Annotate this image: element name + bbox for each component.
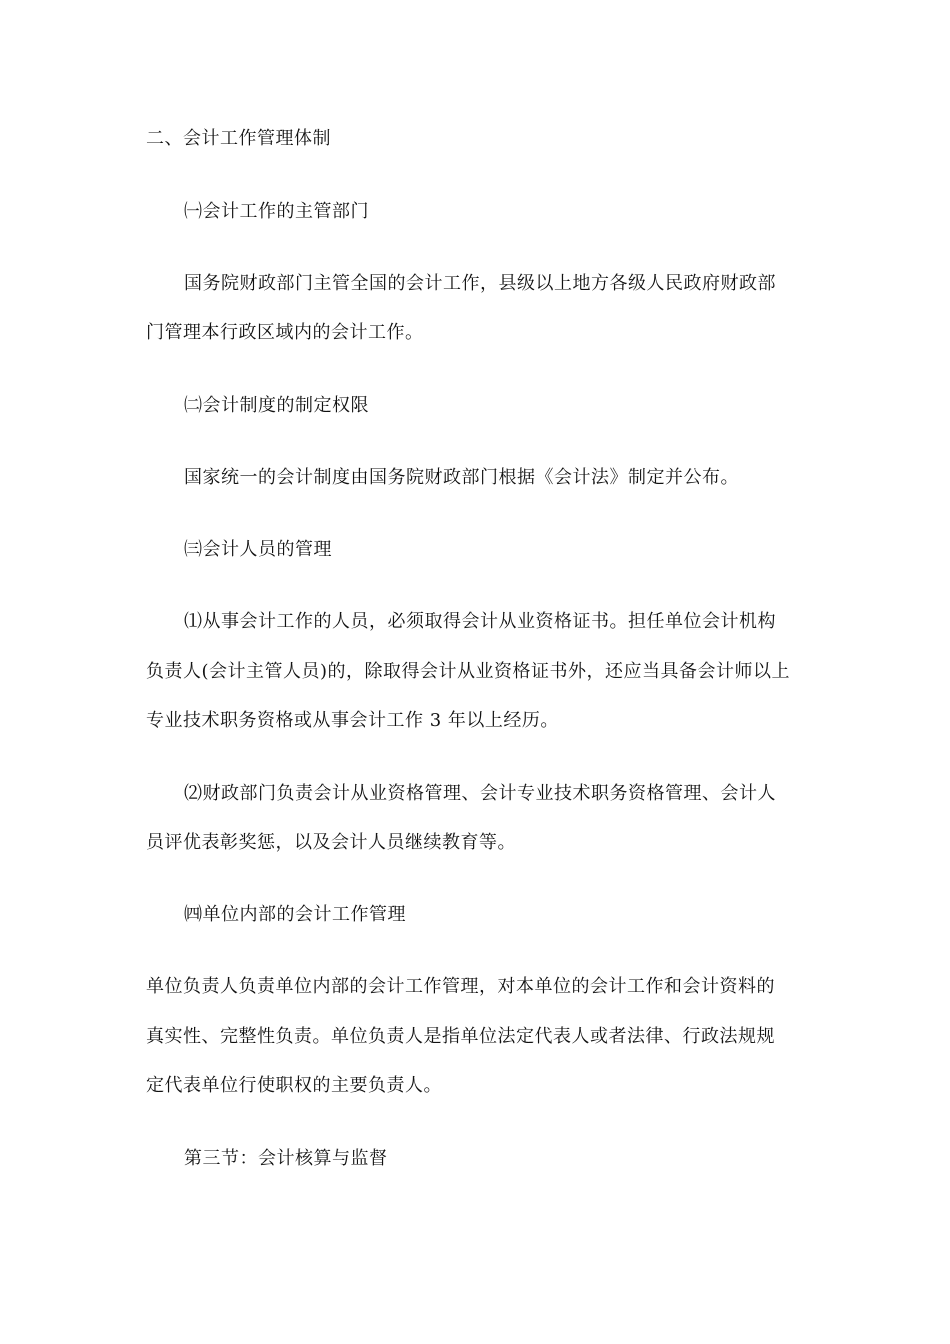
subsection-title-4: ㈣单位内部的会计工作管理: [184, 904, 406, 925]
paragraph-line: 员评优表彰奖惩，以及会计人员继续教育等。: [146, 832, 516, 853]
paragraph-line: 国务院财政部门主管全国的会计工作，县级以上地方各级人民政府财政部: [184, 273, 776, 294]
paragraph-line: 单位负责人负责单位内部的会计工作管理，对本单位的会计工作和会计资料的: [146, 976, 775, 997]
paragraph-line: 专业技术职务资格或从事会计工作 3 年以上经历。: [146, 710, 559, 731]
section-heading: 二、会计工作管理体制: [146, 128, 331, 149]
paragraph-line: 国家统一的会计制度由国务院财政部门根据《会计法》制定并公布。: [184, 467, 739, 488]
paragraph-line: 定代表单位行使职权的主要负责人。: [146, 1075, 442, 1096]
subsection-title-1: ㈠会计工作的主管部门: [184, 201, 369, 222]
paragraph-line: 真实性、完整性负责。单位负责人是指单位法定代表人或者法律、行政法规规: [146, 1026, 775, 1047]
section-title-3: 第三节：会计核算与监督: [184, 1148, 388, 1169]
subsection-title-2: ㈡会计制度的制定权限: [184, 395, 369, 416]
paragraph-line: 负责人(会计主管人员)的，除取得会计从业资格证书外，还应当具备会计师以上: [146, 661, 791, 682]
paragraph-line: 门管理本行政区域内的会计工作。: [146, 322, 424, 343]
paragraph-line: ⑵财政部门负责会计从业资格管理、会计专业技术职务资格管理、会计人: [184, 783, 776, 804]
subsection-title-3: ㈢会计人员的管理: [184, 539, 332, 560]
paragraph-line: ⑴从事会计工作的人员，必须取得会计从业资格证书。担任单位会计机构: [184, 611, 776, 632]
